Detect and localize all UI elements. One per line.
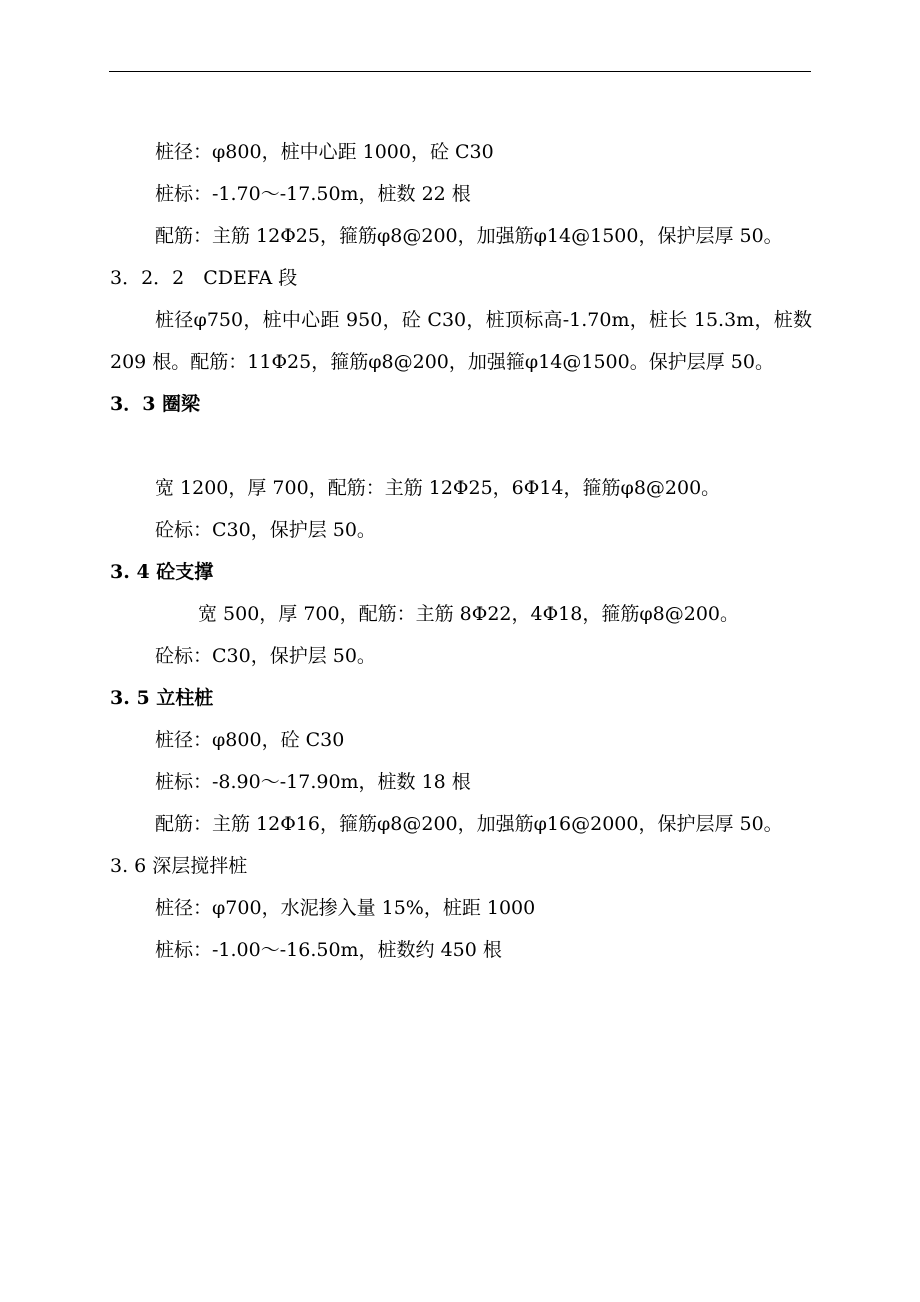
section-heading-3-5: 3. 5 立柱桩 [110,687,214,709]
section-heading-3-6: 3. 6 深层搅拌桩 [110,855,248,877]
ring-beam-dimensions: 宽 1200，厚 700，配筋：主筋 12Φ25，6Φ14，箍筋φ8@200。 [155,477,721,499]
reinforcement-paragraph: 配筋：主筋 12Φ25，箍筋φ8@200，加强筋φ14@1500，保护层厚 50。 [155,225,783,247]
section-heading-3-2-2: 3．2．2 CDEFA 段 [110,267,298,289]
document-body [110,131,812,971]
column-pile-diameter: 桩径：φ800，砼 C30 [155,729,345,751]
pile-elevation-line: 桩标：-1.70～-17.50m，桩数 22 根 [155,183,471,205]
pile-diameter-line: 桩径：φ800，桩中心距 1000，砼 C30 [155,141,494,163]
support-dimensions: 宽 500，厚 700，配筋：主筋 8Φ22，4Φ18，箍筋φ8@200。 [198,603,739,625]
mixing-pile-elevation: 桩标：-1.00～-16.50m，桩数约 450 根 [155,939,502,961]
spacer [110,425,812,467]
ring-beam-concrete: 砼标：C30，保护层 50。 [155,519,376,541]
column-pile-reinforcement: 配筋：主筋 12Φ16，箍筋φ8@200，加强筋φ16@2000，保护层厚 50。 [155,813,783,835]
support-concrete: 砼标：C30，保护层 50。 [155,645,376,667]
section-heading-3-4: 3. 4 砼支撑 [110,561,214,583]
cdefa-pile-paragraph: 桩径φ750，桩中心距 950，砼 C30，桩顶标高-1.70m，桩长 15.3m，桩数 209 根。配筋：11Φ25，箍筋φ8@200，加强箍φ14@1500。保护层厚 50。 [110,309,812,373]
column-pile-elevation: 桩标：-8.90～-17.90m，桩数 18 根 [155,771,471,793]
section-heading-3-3: 3．3 圈梁 [110,393,201,415]
header-rule [109,71,811,72]
mixing-pile-diameter: 桩径：φ700，水泥掺入量 15%，桩距 1000 [155,897,536,919]
